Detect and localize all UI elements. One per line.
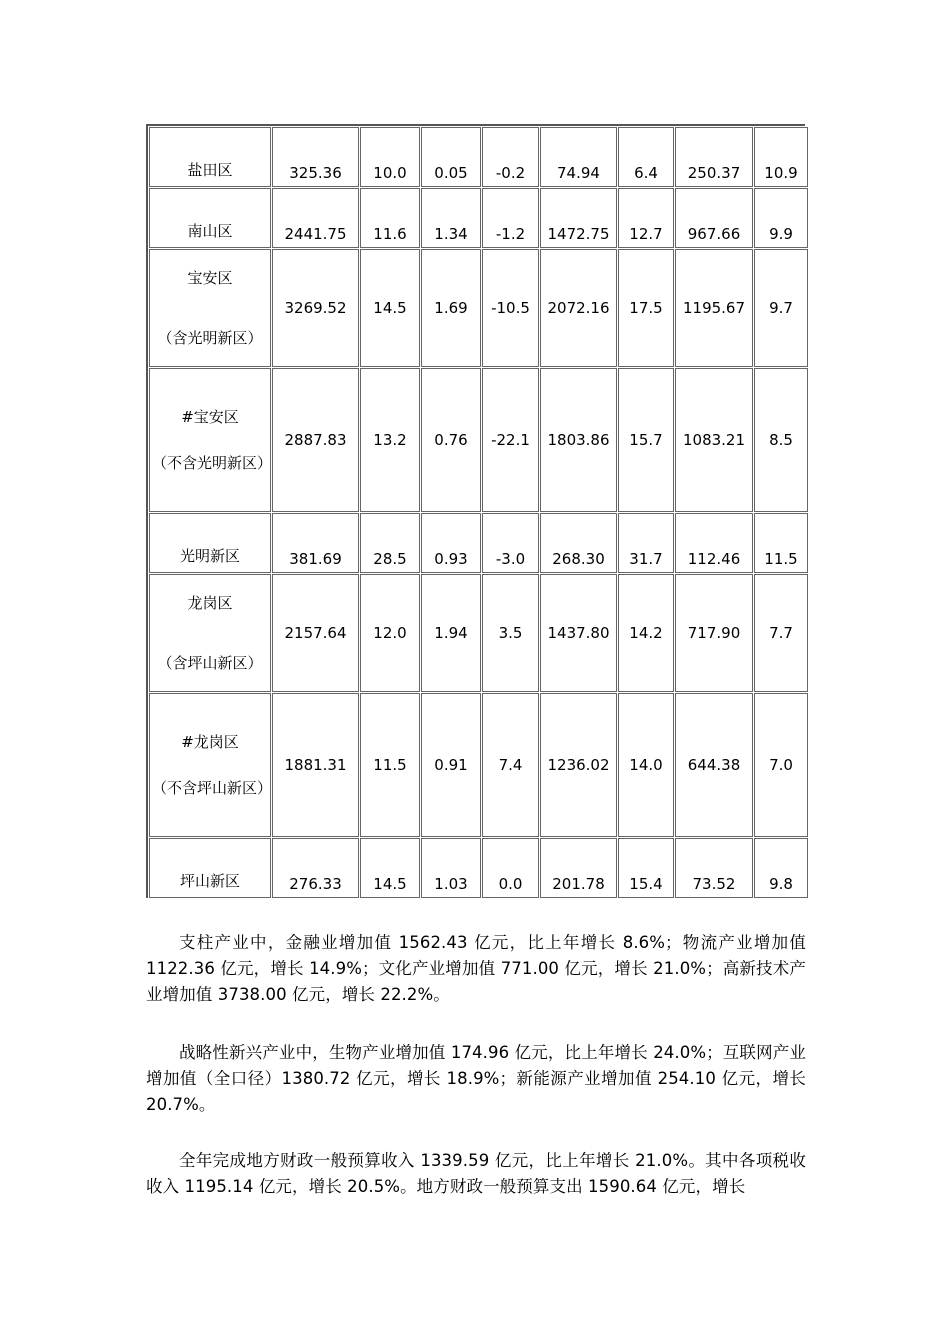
district-name: 龙岗区: [187, 594, 233, 612]
cell-value: 1.69: [421, 249, 481, 367]
district-name-cell: [149, 574, 271, 692]
cell-value: 14.5: [360, 249, 420, 367]
table-row: [149, 693, 808, 837]
cell-value: 12.7: [618, 188, 674, 248]
cell-value: 1.94: [421, 574, 481, 692]
cell-value: 11.5: [360, 693, 420, 837]
cell-value: 1083.21: [675, 368, 753, 512]
district-data-table: [146, 124, 805, 898]
cell-value: -22.1: [482, 368, 539, 512]
cell-value: 10.9: [754, 127, 808, 187]
cell-value: 7.0: [754, 693, 808, 837]
emerging-industry-paragraph: 战略性新兴产业中，生物产业增加值 174.96 亿元，比上年增长 24.0%；互联网产业增加值（全口径）1380.72 亿元，增长 18.9%；新能源产业增加值 254.10 亿元，增长 20.7%。: [146, 1043, 806, 1114]
table-row: [149, 368, 808, 512]
cell-value: 7.7: [754, 574, 808, 692]
cell-value: 31.7: [618, 513, 674, 573]
cell-value: 1881.31: [272, 693, 359, 837]
district-note: （含坪山新区）: [157, 654, 263, 672]
cell-value: 1472.75: [540, 188, 617, 248]
cell-value: 28.5: [360, 513, 420, 573]
district-name: 坪山新区: [149, 838, 271, 898]
cell-value: 250.37: [675, 127, 753, 187]
table-row: [149, 249, 808, 367]
cell-value: 11.5: [754, 513, 808, 573]
cell-value: 967.66: [675, 188, 753, 248]
cell-value: 112.46: [675, 513, 753, 573]
district-name-cell: [149, 249, 271, 367]
cell-value: 14.5: [360, 838, 420, 898]
table-row: [149, 838, 808, 898]
cell-value: 717.90: [675, 574, 753, 692]
cell-value: -0.2: [482, 127, 539, 187]
cell-value: 276.33: [272, 838, 359, 898]
cell-value: 7.4: [482, 693, 539, 837]
cell-value: 17.5: [618, 249, 674, 367]
cell-value: 73.52: [675, 838, 753, 898]
table-row: [149, 513, 808, 573]
cell-value: 2887.83: [272, 368, 359, 512]
cell-value: 8.5: [754, 368, 808, 512]
district-note: （不含坪山新区）: [152, 779, 273, 797]
cell-value: 15.7: [618, 368, 674, 512]
cell-value: 2072.16: [540, 249, 617, 367]
district-note: （不含光明新区）: [152, 454, 273, 472]
cell-value: 74.94: [540, 127, 617, 187]
cell-value: 0.76: [421, 368, 481, 512]
district-note: （含光明新区）: [157, 329, 263, 347]
cell-value: 14.0: [618, 693, 674, 837]
district-name-cell: [149, 693, 271, 837]
cell-value: -1.2: [482, 188, 539, 248]
district-name: 南山区: [149, 188, 271, 248]
cell-value: 1803.86: [540, 368, 617, 512]
fiscal-revenue-paragraph: 全年完成地方财政一般预算收入 1339.59 亿元，比上年增长 21.0%。其中各项税收收入 1195.14 亿元，增长 20.5%。地方财政一般预算支出 1590.64 亿元，增长: [146, 1151, 806, 1196]
cell-value: 9.8: [754, 838, 808, 898]
cell-value: 9.7: [754, 249, 808, 367]
cell-value: 1236.02: [540, 693, 617, 837]
district-name-cell: [149, 368, 271, 512]
cell-value: 3269.52: [272, 249, 359, 367]
cell-value: 0.05: [421, 127, 481, 187]
cell-value: 1.03: [421, 838, 481, 898]
cell-value: 2157.64: [272, 574, 359, 692]
district-name: 光明新区: [149, 513, 271, 573]
cell-value: -10.5: [482, 249, 539, 367]
cell-value: 201.78: [540, 838, 617, 898]
table-row: [149, 188, 808, 248]
cell-value: 3.5: [482, 574, 539, 692]
cell-value: 14.2: [618, 574, 674, 692]
district-name: 宝安区: [187, 269, 233, 287]
cell-value: 6.4: [618, 127, 674, 187]
cell-value: 0.0: [482, 838, 539, 898]
district-name: #宝安区: [181, 408, 239, 426]
pillar-industry-paragraph: 支柱产业中，金融业增加值 1562.43 亿元，比上年增长 8.6%；物流产业增加值 1122.36 亿元，增长 14.9%；文化产业增加值 771.00 亿元，增长 21.0%；高新技术产业增加值 3738.00 亿元，增长 22.2%。: [146, 933, 806, 1004]
district-name: #龙岗区: [181, 733, 239, 751]
district-name: 盐田区: [149, 127, 271, 187]
cell-value: 12.0: [360, 574, 420, 692]
cell-value: 381.69: [272, 513, 359, 573]
cell-value: -3.0: [482, 513, 539, 573]
cell-value: 0.91: [421, 693, 481, 837]
cell-value: 11.6: [360, 188, 420, 248]
cell-value: 2441.75: [272, 188, 359, 248]
cell-value: 15.4: [618, 838, 674, 898]
cell-value: 13.2: [360, 368, 420, 512]
cell-value: 1.34: [421, 188, 481, 248]
cell-value: 268.30: [540, 513, 617, 573]
cell-value: 9.9: [754, 188, 808, 248]
cell-value: 1195.67: [675, 249, 753, 367]
cell-value: 644.38: [675, 693, 753, 837]
cell-value: 10.0: [360, 127, 420, 187]
cell-value: 0.93: [421, 513, 481, 573]
cell-value: 1437.80: [540, 574, 617, 692]
cell-value: 325.36: [272, 127, 359, 187]
table-row: [149, 574, 808, 692]
data-table: [148, 126, 809, 899]
table-row: [149, 127, 808, 187]
